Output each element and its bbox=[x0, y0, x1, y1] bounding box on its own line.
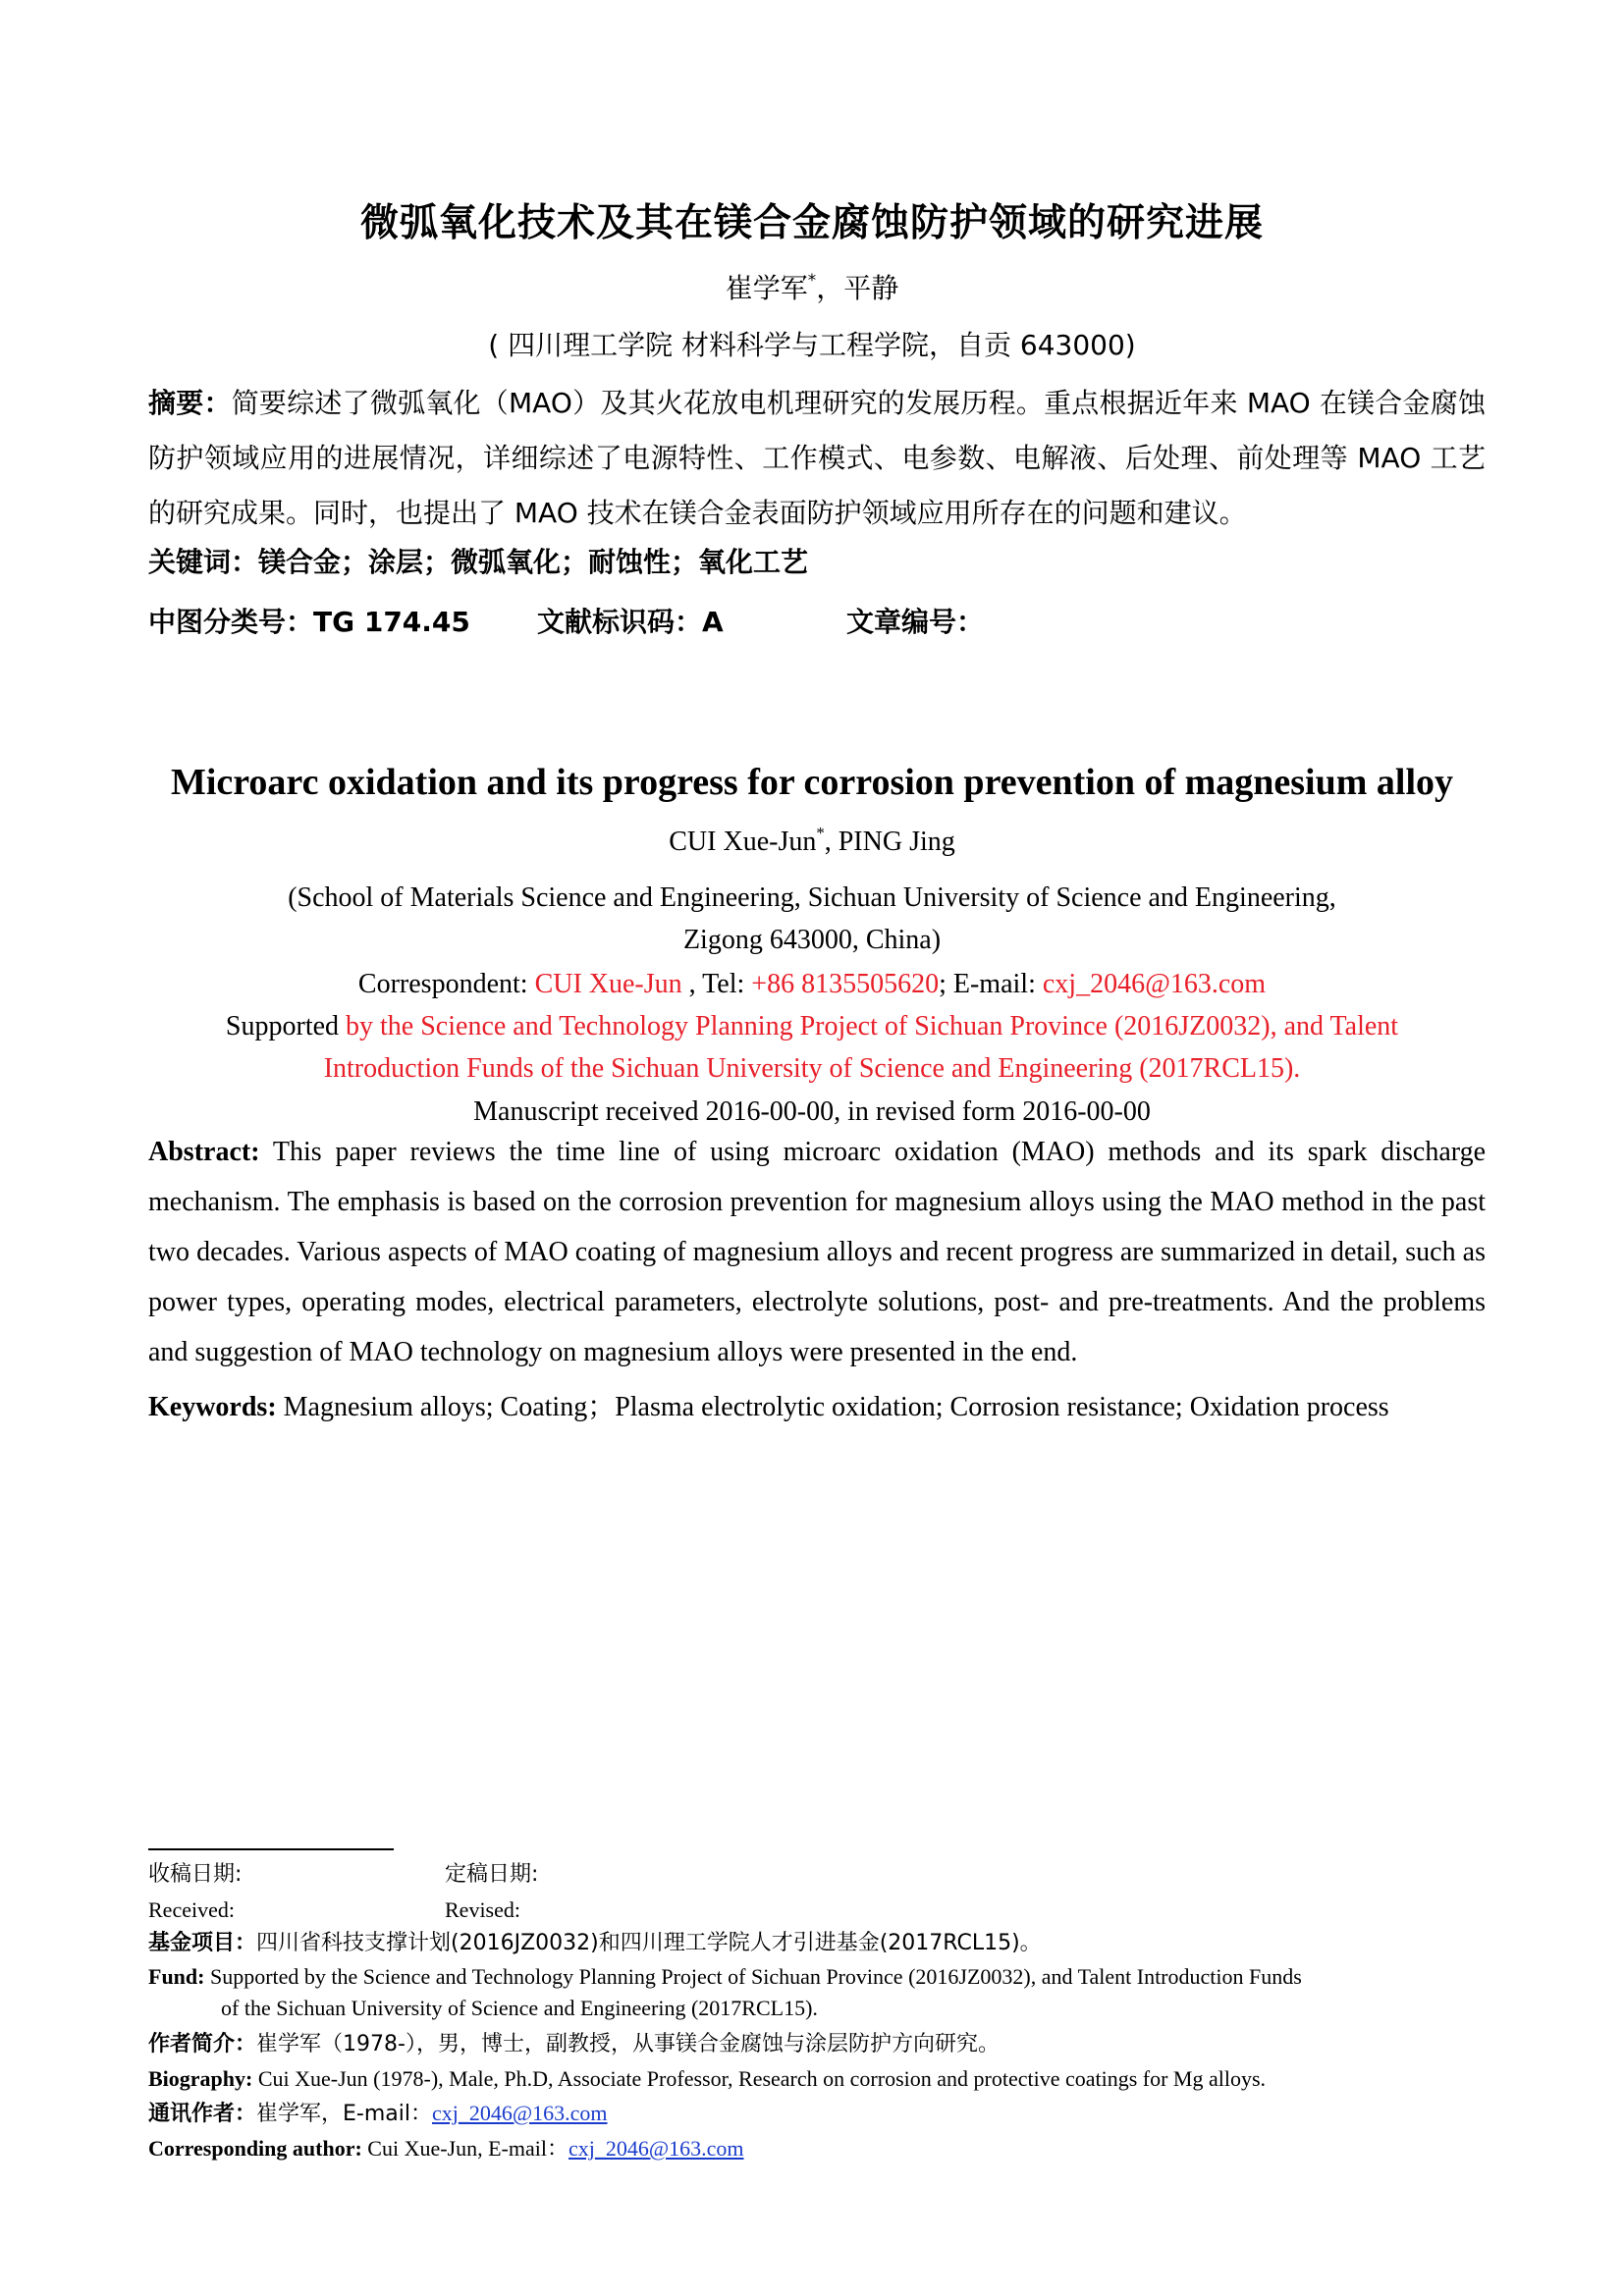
cn-abstract-text: 简要综述了微弧氧化（MAO）及其火花放电机理研究的发展历程。重点根据近年来 MAO 在镁合金腐蚀防护领域应用的进展情况，详细综述了电源特性、工作模式、电参数、电解液、后处理、前处理等 MAO 工艺的研究成果。同时，也提出了 MAO 技术在镁合金表面防护领域应用所存在的问题和建议。 bbox=[148, 387, 1486, 529]
fn-fund-cn-label: 基金项目： bbox=[148, 1931, 257, 1955]
fn-fund-cn bbox=[148, 1927, 1486, 1959]
fn-bio-cn bbox=[148, 2028, 1486, 2060]
en-corr-email-label: ; E-mail: bbox=[939, 969, 1043, 999]
cn-author-1: 崔学军 bbox=[725, 272, 808, 304]
fn-bio-cn-text: 崔学军（1978-），男，博士，副教授，从事镁合金腐蚀与涂层防护方向研究。 bbox=[256, 2032, 1000, 2056]
en-supported-line1 bbox=[147, 1011, 1477, 1042]
fn-corr-cn-email-link[interactable]: cxj_2046@163.com bbox=[432, 2101, 608, 2125]
fn-bio-en-text: Cui Xue-Jun (1978-), Male, Ph.D, Associate Professor, Research on corrosion and protective coatings for Mg alloys. bbox=[252, 2066, 1267, 2091]
fn-fund-en bbox=[148, 1961, 1486, 1993]
fn-corr-en-email-link[interactable]: cxj_2046@163.com bbox=[568, 2136, 744, 2161]
en-keywords-label: Keywords: bbox=[148, 1392, 277, 1422]
cn-abstract bbox=[148, 376, 1486, 541]
fn-fund-en-label: Fund: bbox=[148, 1964, 205, 1989]
fn-corr-en-label: Corresponding author: bbox=[148, 2136, 362, 2161]
fn-corr-cn-text: 崔学军，E-mail： bbox=[256, 2102, 432, 2126]
cn-title: 微弧氧化技术及其在镁合金腐蚀防护领域的研究进展 bbox=[359, 201, 1264, 245]
en-corr-email: cxj_2046@163.com bbox=[1042, 969, 1267, 999]
fn-bio-en bbox=[148, 2063, 1486, 2095]
en-abstract-text: This paper reviews the time line of using microarc oxidation (MAO) methods and its spark discharge mechanism. The emphasis is based on the corrosion prevention for magnesium alloys using the MAO method in the past two decades. Various aspects of MAO coating of magnesium alloys and recent progress are summarized in detail, such as power types, operating modes, electrical parameters, electrolyte solutions, post- and pre-treatments. And the problems and suggestion of MAO technology on magnesium alloys were presented in the end. bbox=[148, 1137, 1486, 1367]
en-corr-prefix: Correspondent: bbox=[357, 969, 535, 999]
fn-corr-en-text: Cui Xue-Jun, E-mail： bbox=[361, 2136, 568, 2161]
cn-authors bbox=[147, 267, 1477, 306]
fn-corr-cn bbox=[148, 2098, 1486, 2130]
en-keywords bbox=[148, 1385, 1486, 1424]
en-author-rest: , PING Jing bbox=[824, 827, 955, 857]
en-corr-name: CUI Xue-Jun bbox=[534, 969, 682, 999]
fn-received-cn: 收稿日期: bbox=[148, 1862, 243, 1887]
fn-revised-cn: 定稿日期: bbox=[445, 1862, 539, 1887]
en-affiliation-line2: Zigong 643000, China) bbox=[682, 925, 942, 955]
fn-fund-en-cont: of the Sichuan University of Science and Engineering (2017RCL15). bbox=[221, 1996, 818, 2020]
en-affiliation-line1: (School of Materials Science and Engineering, Sichuan University of Science and Engineering, bbox=[288, 882, 1336, 913]
footnote-rule bbox=[148, 1848, 394, 1850]
en-author-1: CUI Xue-Jun bbox=[669, 827, 817, 857]
fn-received-en: Received: bbox=[148, 1897, 235, 1922]
en-manuscript-dates: Manuscript received 2016-00-00, in revised form 2016-00-00 bbox=[473, 1096, 1151, 1127]
fn-fund-cn-text: 四川省科技支撑计划(2016JZ0032)和四川理工学院人才引进基金(2017RCL15)。 bbox=[256, 1931, 1042, 1955]
cn-affiliation: ( 四川理工学院 材料科学与工程学院，自贡 643000) bbox=[488, 329, 1136, 361]
en-abstract-label: Abstract: bbox=[148, 1137, 260, 1167]
en-keywords-text: Magnesium alloys; Coating；Plasma electrolytic oxidation; Corrosion resistance; Oxidation process bbox=[276, 1392, 1389, 1422]
cn-classification: 中图分类号：TG 174.45 bbox=[148, 606, 470, 638]
en-supported-prefix: Supported bbox=[225, 1011, 347, 1041]
en-title: Microarc oxidation and its progress for corrosion prevention of magnesium alloy bbox=[170, 762, 1454, 803]
fn-bio-en-label: Biography: bbox=[148, 2066, 253, 2091]
fn-fund-en-text1: Supported by the Science and Technology Planning Project of Sichuan Province (2016JZ0032), and Talent Introduction Funds bbox=[204, 1964, 1302, 1989]
en-author-star: * bbox=[816, 823, 825, 842]
fn-revised-en: Revised: bbox=[445, 1897, 520, 1922]
en-correspondent bbox=[147, 969, 1477, 1000]
cn-keywords: 关键词：镁合金；涂层；微弧氧化；耐蚀性；氧化工艺 bbox=[148, 546, 809, 578]
en-corr-tel-label: , Tel: bbox=[681, 969, 752, 999]
fn-corr-cn-label: 通讯作者： bbox=[148, 2102, 257, 2126]
fn-corr-en bbox=[148, 2133, 1486, 2164]
cn-document-code: 文献标识码：A bbox=[537, 606, 724, 638]
en-supported-text1: by the Science and Technology Planning Project of Sichuan Province (2016JZ0032), and Talent bbox=[346, 1011, 1399, 1041]
cn-abstract-label: 摘要： bbox=[148, 387, 232, 419]
fn-bio-cn-label: 作者简介： bbox=[148, 2032, 257, 2056]
en-supported-line2: Introduction Funds of the Sichuan University of Science and Engineering (2017RCL15). bbox=[323, 1053, 1301, 1084]
en-corr-tel: +86 8135505620 bbox=[751, 969, 940, 999]
en-abstract bbox=[148, 1127, 1486, 1377]
cn-article-number: 文章编号： bbox=[846, 606, 985, 638]
en-authors bbox=[147, 823, 1477, 858]
cn-author-rest: ，平静 bbox=[816, 272, 899, 304]
cn-author-star: * bbox=[807, 269, 817, 290]
